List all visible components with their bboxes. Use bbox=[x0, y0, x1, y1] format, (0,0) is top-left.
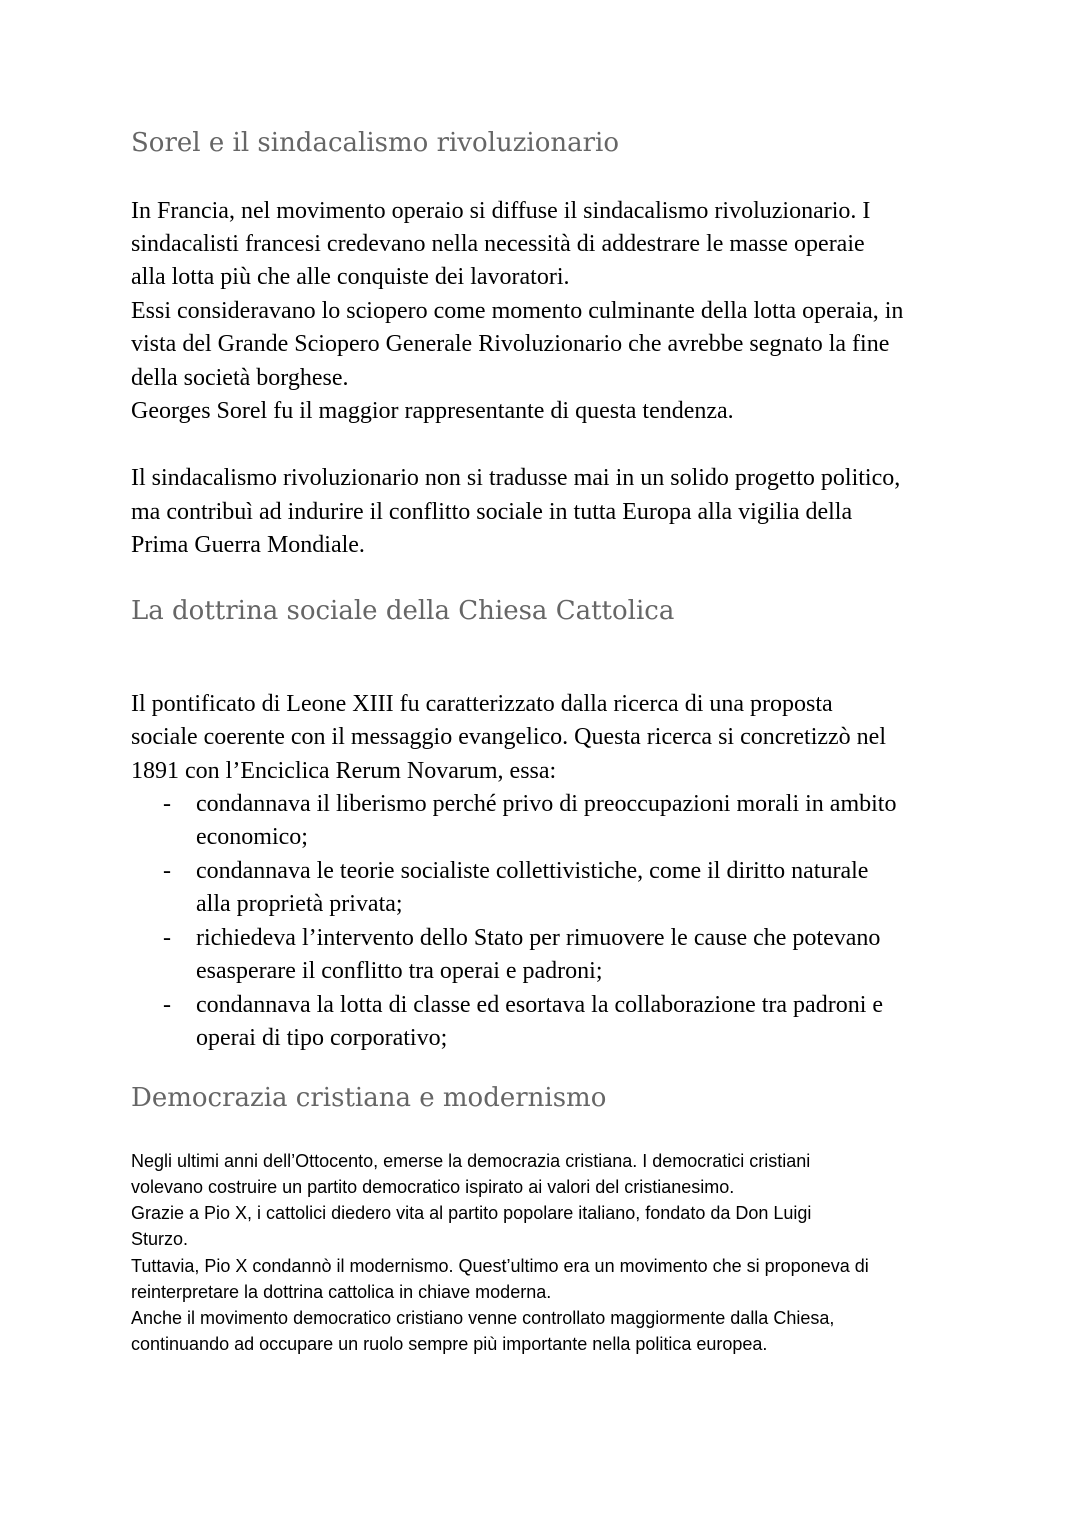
bullet-text: condannava il liberismo perché privo di preoccupazioni morali in ambito bbox=[196, 791, 897, 817]
bullet-text: esasperare il conflitto tra operai e padroni; bbox=[196, 958, 603, 984]
paragraph-line: Prima Guerra Mondiale. bbox=[131, 532, 365, 558]
bullet-text: richiedeva l’intervento dello Stato per rimuovere le cause che potevano bbox=[196, 925, 881, 951]
paragraph-line: In Francia, nel movimento operaio si diffuse il sindacalismo rivoluzionario. I bbox=[131, 198, 871, 224]
paragraph-line: vista del Grande Sciopero Generale Rivoluzionario che avrebbe segnato la fine bbox=[131, 331, 890, 357]
paragraph-line: alla lotta più che alle conquiste dei lavoratori. bbox=[131, 264, 570, 290]
paragraph-line: della società borghese. bbox=[131, 365, 349, 391]
section-heading-sorel: Sorel e il sindacalismo rivoluzionario bbox=[131, 128, 620, 158]
section-heading-dottrina: La dottrina sociale della Chiesa Cattolica bbox=[131, 596, 675, 626]
paragraph-line: sociale coerente con il messaggio evangelico. Questa ricerca si concretizzò nel bbox=[131, 724, 886, 750]
paragraph-line: volevano costruire un partito democratico ispirato ai valori del cristianesimo. bbox=[131, 1177, 735, 1197]
paragraph-line: Il pontificato di Leone XIII fu caratterizzato dalla ricerca di una proposta bbox=[131, 691, 833, 717]
paragraph-line: 1891 con l’Enciclica Rerum Novarum, essa: bbox=[131, 758, 557, 784]
bullet-text: economico; bbox=[196, 824, 308, 850]
bullet-text: condannava la lotta di classe ed esortava la collaborazione tra padroni e bbox=[196, 992, 884, 1018]
paragraph-line: Essi consideravano lo sciopero come momento culminante della lotta operaia, in bbox=[131, 298, 904, 324]
paragraph-line: ma contribuì ad indurire il conflitto sociale in tutta Europa alla vigilia della bbox=[131, 499, 853, 525]
paragraph-line: reinterpretare la dottrina cattolica in chiave moderna. bbox=[131, 1282, 552, 1302]
bullet-dash: - bbox=[163, 992, 171, 1018]
bullet-dash: - bbox=[163, 858, 171, 884]
bullet-text: condannava le teorie socialiste collettivistiche, come il diritto naturale bbox=[196, 858, 869, 884]
paragraph-line: Anche il movimento democratico cristiano venne controllato maggiormente dalla Chiesa, bbox=[131, 1308, 835, 1328]
bullet-dash: - bbox=[163, 791, 171, 817]
paragraph-line: Il sindacalismo rivoluzionario non si tradusse mai in un solido progetto politico, bbox=[131, 465, 901, 491]
bullet-text: operai di tipo corporativo; bbox=[196, 1025, 448, 1051]
paragraph-line: Negli ultimi anni dell’Ottocento, emerse la democrazia cristiana. I democratici cristiani bbox=[131, 1151, 811, 1171]
paragraph-line: Sturzo. bbox=[131, 1229, 189, 1249]
paragraph-line: Georges Sorel fu il maggior rappresentante di questa tendenza. bbox=[131, 398, 734, 424]
paragraph-line: Grazie a Pio X, i cattolici diedero vita al partito popolare italiano, fondato da Don Luigi bbox=[131, 1203, 812, 1223]
section-heading-democrazia: Democrazia cristiana e modernismo bbox=[131, 1083, 607, 1113]
paragraph-line: continuando ad occupare un ruolo sempre più importante nella politica europea. bbox=[131, 1334, 768, 1354]
paragraph-line: sindacalisti francesi credevano nella necessità di addestrare le masse operaie bbox=[131, 231, 865, 257]
bullet-dash: - bbox=[163, 925, 171, 951]
paragraph-line: Tuttavia, Pio X condannò il modernismo. Quest’ultimo era un movimento che si proponeva di bbox=[131, 1256, 869, 1276]
bullet-text: alla proprietà privata; bbox=[196, 891, 403, 917]
